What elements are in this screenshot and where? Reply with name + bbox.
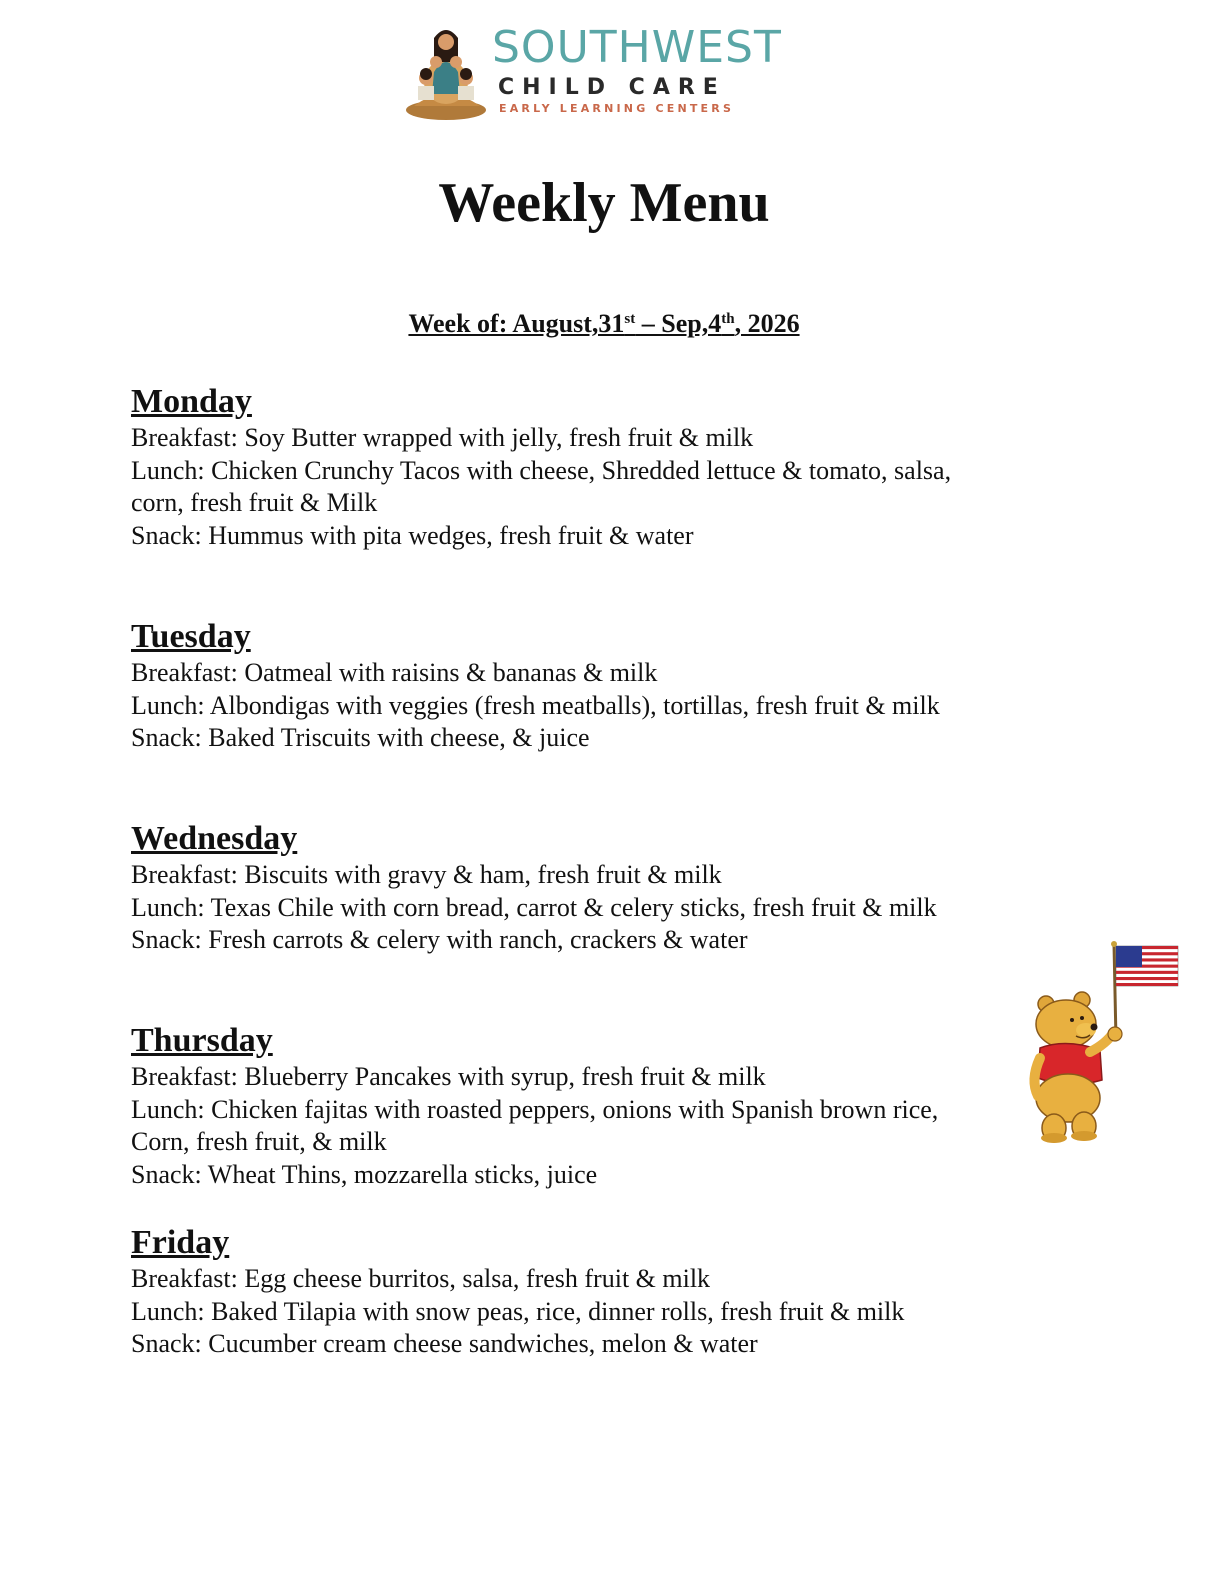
logo-line-southwest: SOUTHWEST xyxy=(492,22,782,73)
menu-line: Breakfast: Soy Butter wrapped with jelly, fresh fruit & milk xyxy=(131,423,754,452)
menu-line: Breakfast: Biscuits with gravy & ham, fresh fruit & milk xyxy=(131,860,722,889)
day-section-thursday xyxy=(131,1021,1031,1191)
week-middle: – Sep,4 xyxy=(635,309,722,338)
logo-line-child-care: CHILD CARE xyxy=(498,75,726,100)
week-suffix: , 2026 xyxy=(734,309,800,338)
bear-with-flag-illustration xyxy=(1024,940,1184,1145)
menu-line: Lunch: Chicken Crunchy Tacos with cheese, Shredded lettuce & tomato, salsa, xyxy=(131,455,952,485)
american-flag-icon xyxy=(1116,946,1178,986)
menu-line: Lunch: Chicken fajitas with roasted peppers, onions with Spanish brown rice, xyxy=(131,1094,939,1124)
menu-line: Snack: Cucumber cream cheese sandwiches, melon & water xyxy=(131,1329,758,1358)
week-sup-2: th xyxy=(721,311,735,327)
menu-line: Breakfast: Blueberry Pancakes with syrup, fresh fruit & milk xyxy=(131,1062,766,1091)
day-section-monday xyxy=(131,382,1031,552)
week-of-heading xyxy=(0,306,1208,342)
menu-line: Breakfast: Oatmeal with raisins & bananas & milk xyxy=(131,658,658,687)
day-section-wednesday xyxy=(131,819,1031,957)
menu-line: Snack: Baked Triscuits with cheese, & juice xyxy=(131,723,590,752)
menu-line: Corn, fresh fruit, & milk xyxy=(131,1127,387,1156)
week-prefix: Week of: August,31 xyxy=(408,309,625,338)
day-section-friday xyxy=(131,1223,1031,1361)
children-figurine-logo-icon xyxy=(404,22,488,122)
menu-line: corn, fresh fruit & Milk xyxy=(131,488,378,517)
day-section-tuesday xyxy=(131,617,1031,755)
logo-line-tagline: EARLY LEARNING CENTERS xyxy=(499,102,735,115)
day-heading: Wednesday xyxy=(131,820,298,857)
page-title: Weekly Menu xyxy=(438,172,770,234)
menu-line: Snack: Hummus with pita wedges, fresh fruit & water xyxy=(131,520,694,550)
day-heading: Monday xyxy=(131,383,252,420)
menu-line: Lunch: Texas Chile with corn bread, carrot & celery sticks, fresh fruit & milk xyxy=(131,892,937,922)
day-heading: Thursday xyxy=(131,1022,273,1059)
menu-line: Lunch: Baked Tilapia with snow peas, rice, dinner rolls, fresh fruit & milk xyxy=(131,1296,905,1326)
week-sup-1: st xyxy=(624,311,636,327)
brand-logo xyxy=(404,22,782,122)
menu-line: Snack: Wheat Thins, mozzarella sticks, juice xyxy=(131,1159,598,1189)
menu-line: Breakfast: Egg cheese burritos, salsa, fresh fruit & milk xyxy=(131,1264,711,1293)
menu-line: Lunch: Albondigas with veggies (fresh meatballs), tortillas, fresh fruit & milk xyxy=(131,690,940,720)
day-heading: Friday xyxy=(131,1224,230,1261)
menu-line: Snack: Fresh carrots & celery with ranch, crackers & water xyxy=(131,925,748,954)
day-heading: Tuesday xyxy=(131,618,251,655)
